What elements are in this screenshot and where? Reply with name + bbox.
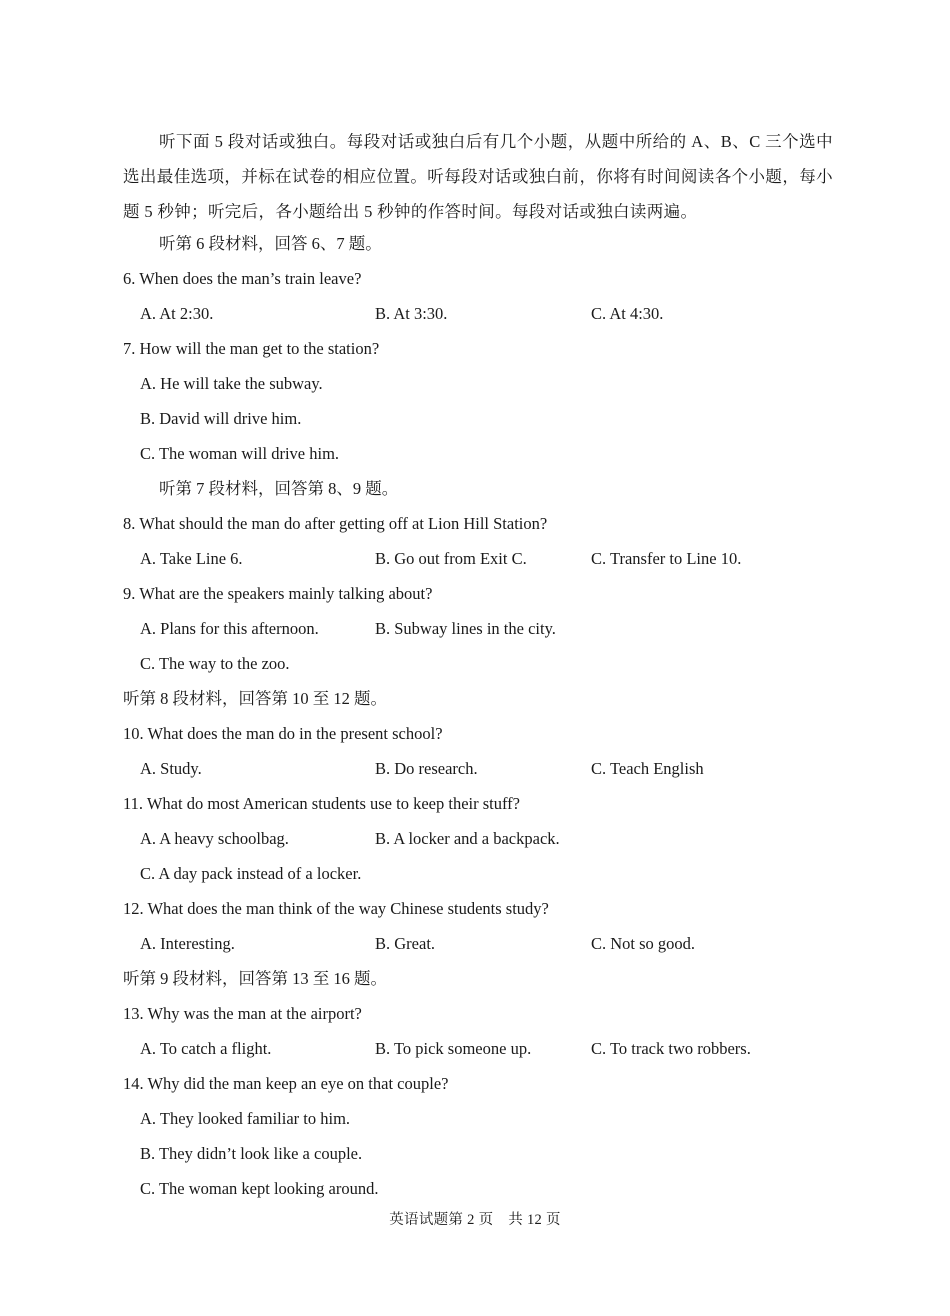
options-6: [123, 299, 833, 334]
question-8: 8. What should the man do after getting off at Lion Hill Station?: [123, 514, 548, 533]
option-10-b: B. Do research.: [375, 759, 478, 778]
question-6: 6. When does the man’s train leave?: [123, 269, 362, 288]
options-13: [123, 1034, 833, 1069]
section-heading-7: 听第 7 段材料，回答第 8、9 题。: [159, 479, 399, 498]
option-8-c: C. Transfer to Line 10.: [591, 549, 742, 568]
option-10-c: C. Teach English: [591, 759, 704, 778]
option-13-a: A. To catch a flight.: [140, 1039, 272, 1058]
question-13: 13. Why was the man at the airport?: [123, 1004, 362, 1023]
section-heading-6: 听第 6 段材料，回答 6、7 题。: [159, 234, 382, 253]
question-9: 9. What are the speakers mainly talking about?: [123, 584, 433, 603]
option-13-b: B. To pick someone up.: [375, 1039, 532, 1058]
option-8-b: B. Go out from Exit C.: [375, 549, 527, 568]
question-14: 14. Why did the man keep an eye on that couple?: [123, 1074, 449, 1093]
question-7: 7. How will the man get to the station?: [123, 339, 380, 358]
options-11-ab: [123, 824, 833, 859]
options-10: [123, 754, 833, 789]
option-12-c: C. Not so good.: [591, 934, 696, 953]
option-14-a: A. They looked familiar to him.: [140, 1109, 351, 1128]
listening-instructions: 听下面 5 段对话或独白。每段对话或独白后有几个小题，从题中所给的 A、B、C 三个选中选出最佳选项，并标在试卷的相应位置。听每段对话或独白前，你将有时间阅读各个小题，每小题 5 秒钟；听完后，各小题给出 5 秒钟的作答时间。每段对话或独白读两遍。: [123, 132, 833, 221]
section-heading-9: 听第 9 段材料，回答第 13 至 16 题。: [123, 969, 387, 988]
page-content: [123, 124, 833, 1209]
question-10: 10. What does the man do in the present school?: [123, 724, 443, 743]
option-6-b: B. At 3:30.: [375, 304, 448, 323]
option-13-c: C. To track two robbers.: [591, 1039, 751, 1058]
options-12: [123, 929, 833, 964]
option-12-b: B. Great.: [375, 934, 436, 953]
option-9-c: C. The way to the zoo.: [140, 654, 290, 673]
option-10-a: A. Study.: [140, 759, 202, 778]
question-12: 12. What does the man think of the way Chinese students study?: [123, 899, 549, 918]
option-7-a: A. He will take the subway.: [140, 374, 323, 393]
option-11-c: C. A day pack instead of a locker.: [140, 864, 362, 883]
options-8: [123, 544, 833, 579]
option-14-c: C. The woman kept looking around.: [140, 1179, 379, 1198]
option-14-b: B. They didn’t look like a couple.: [140, 1144, 363, 1163]
option-11-b: B. A locker and a backpack.: [375, 829, 560, 848]
option-11-a: A. A heavy schoolbag.: [140, 829, 289, 848]
option-12-a: A. Interesting.: [140, 934, 235, 953]
option-9-b: B. Subway lines in the city.: [375, 619, 556, 638]
option-9-a: A. Plans for this afternoon.: [140, 619, 319, 638]
option-7-c: C. The woman will drive him.: [140, 444, 340, 463]
page-footer: 英语试题第 2 页 共 12 页: [389, 1212, 561, 1228]
option-6-c: C. At 4:30.: [591, 304, 664, 323]
section-heading-8: 听第 8 段材料，回答第 10 至 12 题。: [123, 689, 387, 708]
option-7-b: B. David will drive him.: [140, 409, 302, 428]
options-9-ab: [123, 614, 833, 649]
option-8-a: A. Take Line 6.: [140, 549, 243, 568]
option-6-a: A. At 2:30.: [140, 304, 214, 323]
question-11: 11. What do most American students use to keep their stuff?: [123, 794, 520, 813]
